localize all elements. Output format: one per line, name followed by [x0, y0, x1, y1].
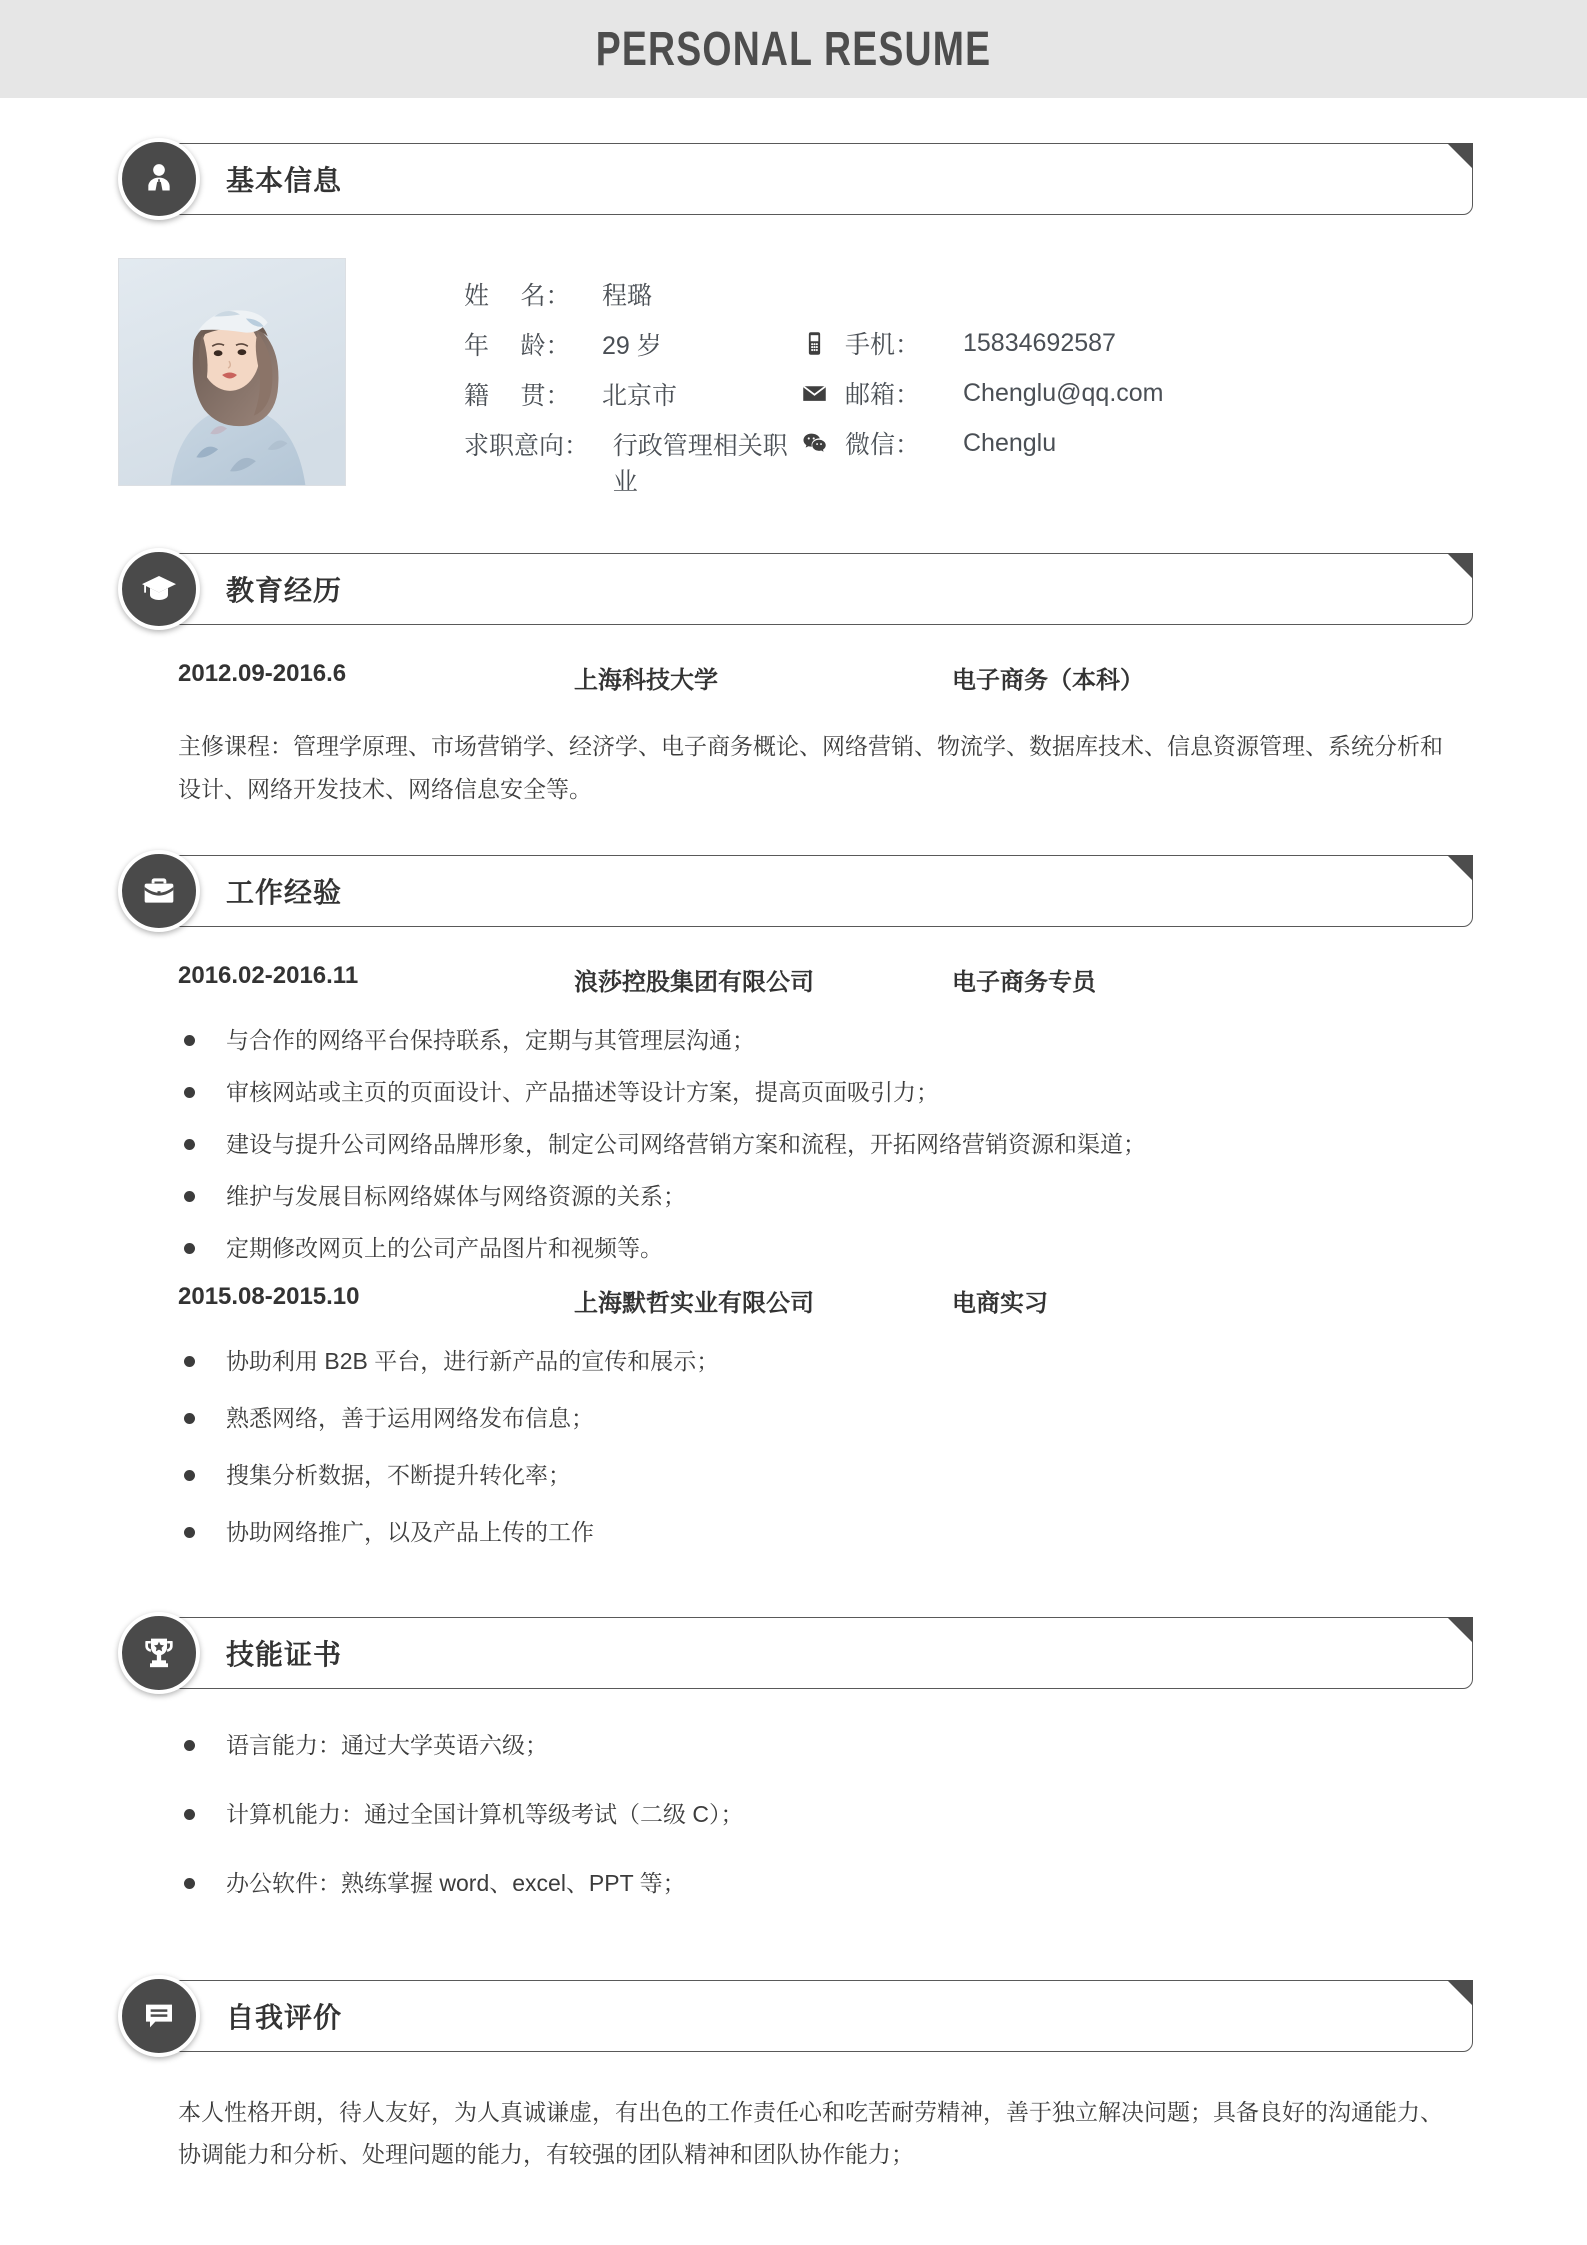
- folded-corner-icon: [1447, 1980, 1473, 2006]
- spacer: [0, 810, 1587, 850]
- education-courses: 主修课程：管理学原理、市场营销学、经济学、电子商务概论、网络营销、物流学、数据库技术、信息资源管理、系统分析和设计、网络开发技术、网络信息安全等。: [178, 733, 1443, 802]
- contact-email: [801, 368, 1473, 418]
- label-part-b: 贯：: [520, 382, 571, 410]
- work-role: 电商实习: [952, 1289, 1048, 1317]
- skills-list: [178, 1728, 1458, 1901]
- education-major: 电子商务（本科）: [952, 667, 1144, 694]
- envelope-icon: [801, 380, 845, 407]
- label-part-b: 名：: [520, 282, 571, 310]
- contact-phone: [801, 318, 1473, 368]
- list-item: 熟悉网络，善于运用网络发布信息；: [178, 1401, 1458, 1436]
- work-company: 上海默哲实业有限公司: [574, 1289, 814, 1317]
- list-item: 审核网站或主页的页面设计、产品描述等设计方案，提高页面吸引力；: [178, 1075, 1458, 1110]
- field-label: [464, 376, 602, 412]
- field-hometown: [464, 376, 801, 426]
- contact-value: Chenglu: [963, 428, 1057, 457]
- section-bar: [170, 1617, 1473, 1689]
- field-value: 行政管理相关职业: [612, 432, 788, 496]
- contact-value: Chenglu@qq.com: [963, 378, 1164, 407]
- basic-info-block: [118, 258, 1473, 496]
- work-date: 2016.02-2016.11: [178, 962, 359, 990]
- folded-corner-icon: [1447, 1617, 1473, 1643]
- education-date: 2012.09-2016.6: [178, 660, 347, 687]
- contact-label: 手机：: [845, 331, 921, 359]
- section-header-self-evaluation: [118, 1975, 1473, 2057]
- briefcase-icon: [118, 850, 200, 932]
- mobile-phone-icon: [801, 330, 845, 357]
- section-header-education: [118, 548, 1473, 630]
- field-name: [464, 276, 801, 326]
- field-value: 北京市: [602, 382, 678, 410]
- label-part-a: 姓: [464, 282, 490, 310]
- list-item: 与合作的网络平台保持联系，定期与其管理层沟通；: [178, 1023, 1458, 1058]
- section-bar: [170, 855, 1473, 927]
- work-company: 浪莎控股集团有限公司: [574, 969, 814, 997]
- page-banner: [0, 0, 1587, 98]
- contact-label: 微信：: [845, 431, 921, 459]
- section-header-basic: [118, 138, 1473, 220]
- field-value: 程璐: [602, 282, 653, 310]
- contact-fields: [801, 276, 1473, 486]
- work-role: 电子商务专员: [952, 969, 1096, 997]
- list-item: 建设与提升公司网络品牌形象，制定公司网络营销方案和流程，开拓网络营销资源和渠道；: [178, 1127, 1458, 1162]
- basic-info-columns: [346, 258, 1473, 496]
- spacer: [0, 1935, 1587, 1975]
- field-label: 求职意向：: [464, 432, 590, 460]
- label-part-a: 年: [464, 332, 490, 360]
- portrait-photo: [118, 258, 346, 486]
- label-part-b: 龄：: [520, 332, 571, 360]
- education-entry: [178, 660, 1468, 695]
- identity-fields: [346, 276, 801, 496]
- list-item: 搜集分析数据，不断提升转化率；: [178, 1458, 1458, 1493]
- person-tie-icon: [118, 138, 200, 220]
- section-bar: [170, 1980, 1473, 2052]
- list-item: 定期修改网页上的公司产品图片和视频等。: [178, 1231, 1458, 1266]
- contact-label: 邮箱：: [845, 381, 921, 409]
- list-item: 协助利用 B2B 平台，进行新产品的宣传和展示；: [178, 1344, 1458, 1379]
- folded-corner-icon: [1447, 143, 1473, 169]
- speech-bubble-icon: [118, 1975, 200, 2057]
- work-entry: [178, 1283, 1468, 1318]
- list-item: 语言能力：通过大学英语六级；: [178, 1728, 1458, 1763]
- contact-value: 15834692587: [963, 328, 1116, 357]
- section-header-skills: [118, 1612, 1473, 1694]
- education-school: 上海科技大学: [574, 667, 718, 694]
- section-header-work: [118, 850, 1473, 932]
- spacer: [0, 1572, 1587, 1612]
- field-value: 29 岁: [602, 332, 662, 360]
- work-duties-list: [178, 1344, 1458, 1550]
- section-title: 工作经验: [226, 877, 343, 909]
- work-duties-list: [178, 1023, 1458, 1266]
- field-age: [464, 326, 801, 376]
- folded-corner-icon: [1447, 553, 1473, 579]
- trophy-icon: [118, 1612, 200, 1694]
- field-job-intention: [464, 426, 801, 496]
- section-title: 技能证书: [226, 1638, 343, 1670]
- section-bar: [170, 553, 1473, 625]
- list-item: 维护与发展目标网络媒体与网络资源的关系；: [178, 1179, 1458, 1214]
- contact-wechat: [801, 418, 1473, 468]
- folded-corner-icon: [1447, 855, 1473, 881]
- field-label: [464, 276, 602, 312]
- wechat-icon: [801, 430, 845, 457]
- work-entry: [178, 962, 1468, 997]
- list-item: 办公软件：熟练掌握 word、excel、PPT 等；: [178, 1866, 1458, 1901]
- list-item: 计算机能力：通过全国计算机等级考试（二级 C）；: [178, 1797, 1458, 1832]
- section-title: 教育经历: [226, 575, 343, 606]
- label-part-a: 籍: [464, 382, 490, 410]
- section-title: 基本信息: [226, 165, 343, 196]
- self-evaluation-text: 本人性格开朗，待人友好，为人真诚谦虚，有出色的工作责任心和吃苦耐劳精神，善于独立解决问题；具备良好的沟通能力、协调能力和分析、处理问题的能力，有较强的团队精神和团队协作能力；: [178, 2098, 1443, 2168]
- list-item: 协助网络推广，以及产品上传的工作: [178, 1515, 1458, 1550]
- page-title: PERSONAL RESUME: [595, 22, 992, 76]
- section-bar: [170, 143, 1473, 215]
- spacer: [0, 98, 1587, 138]
- section-title: 自我评价: [226, 2001, 343, 2033]
- graduation-cap-icon: [118, 548, 200, 630]
- field-label: [464, 326, 602, 362]
- work-date: 2015.08-2015.10: [178, 1282, 360, 1310]
